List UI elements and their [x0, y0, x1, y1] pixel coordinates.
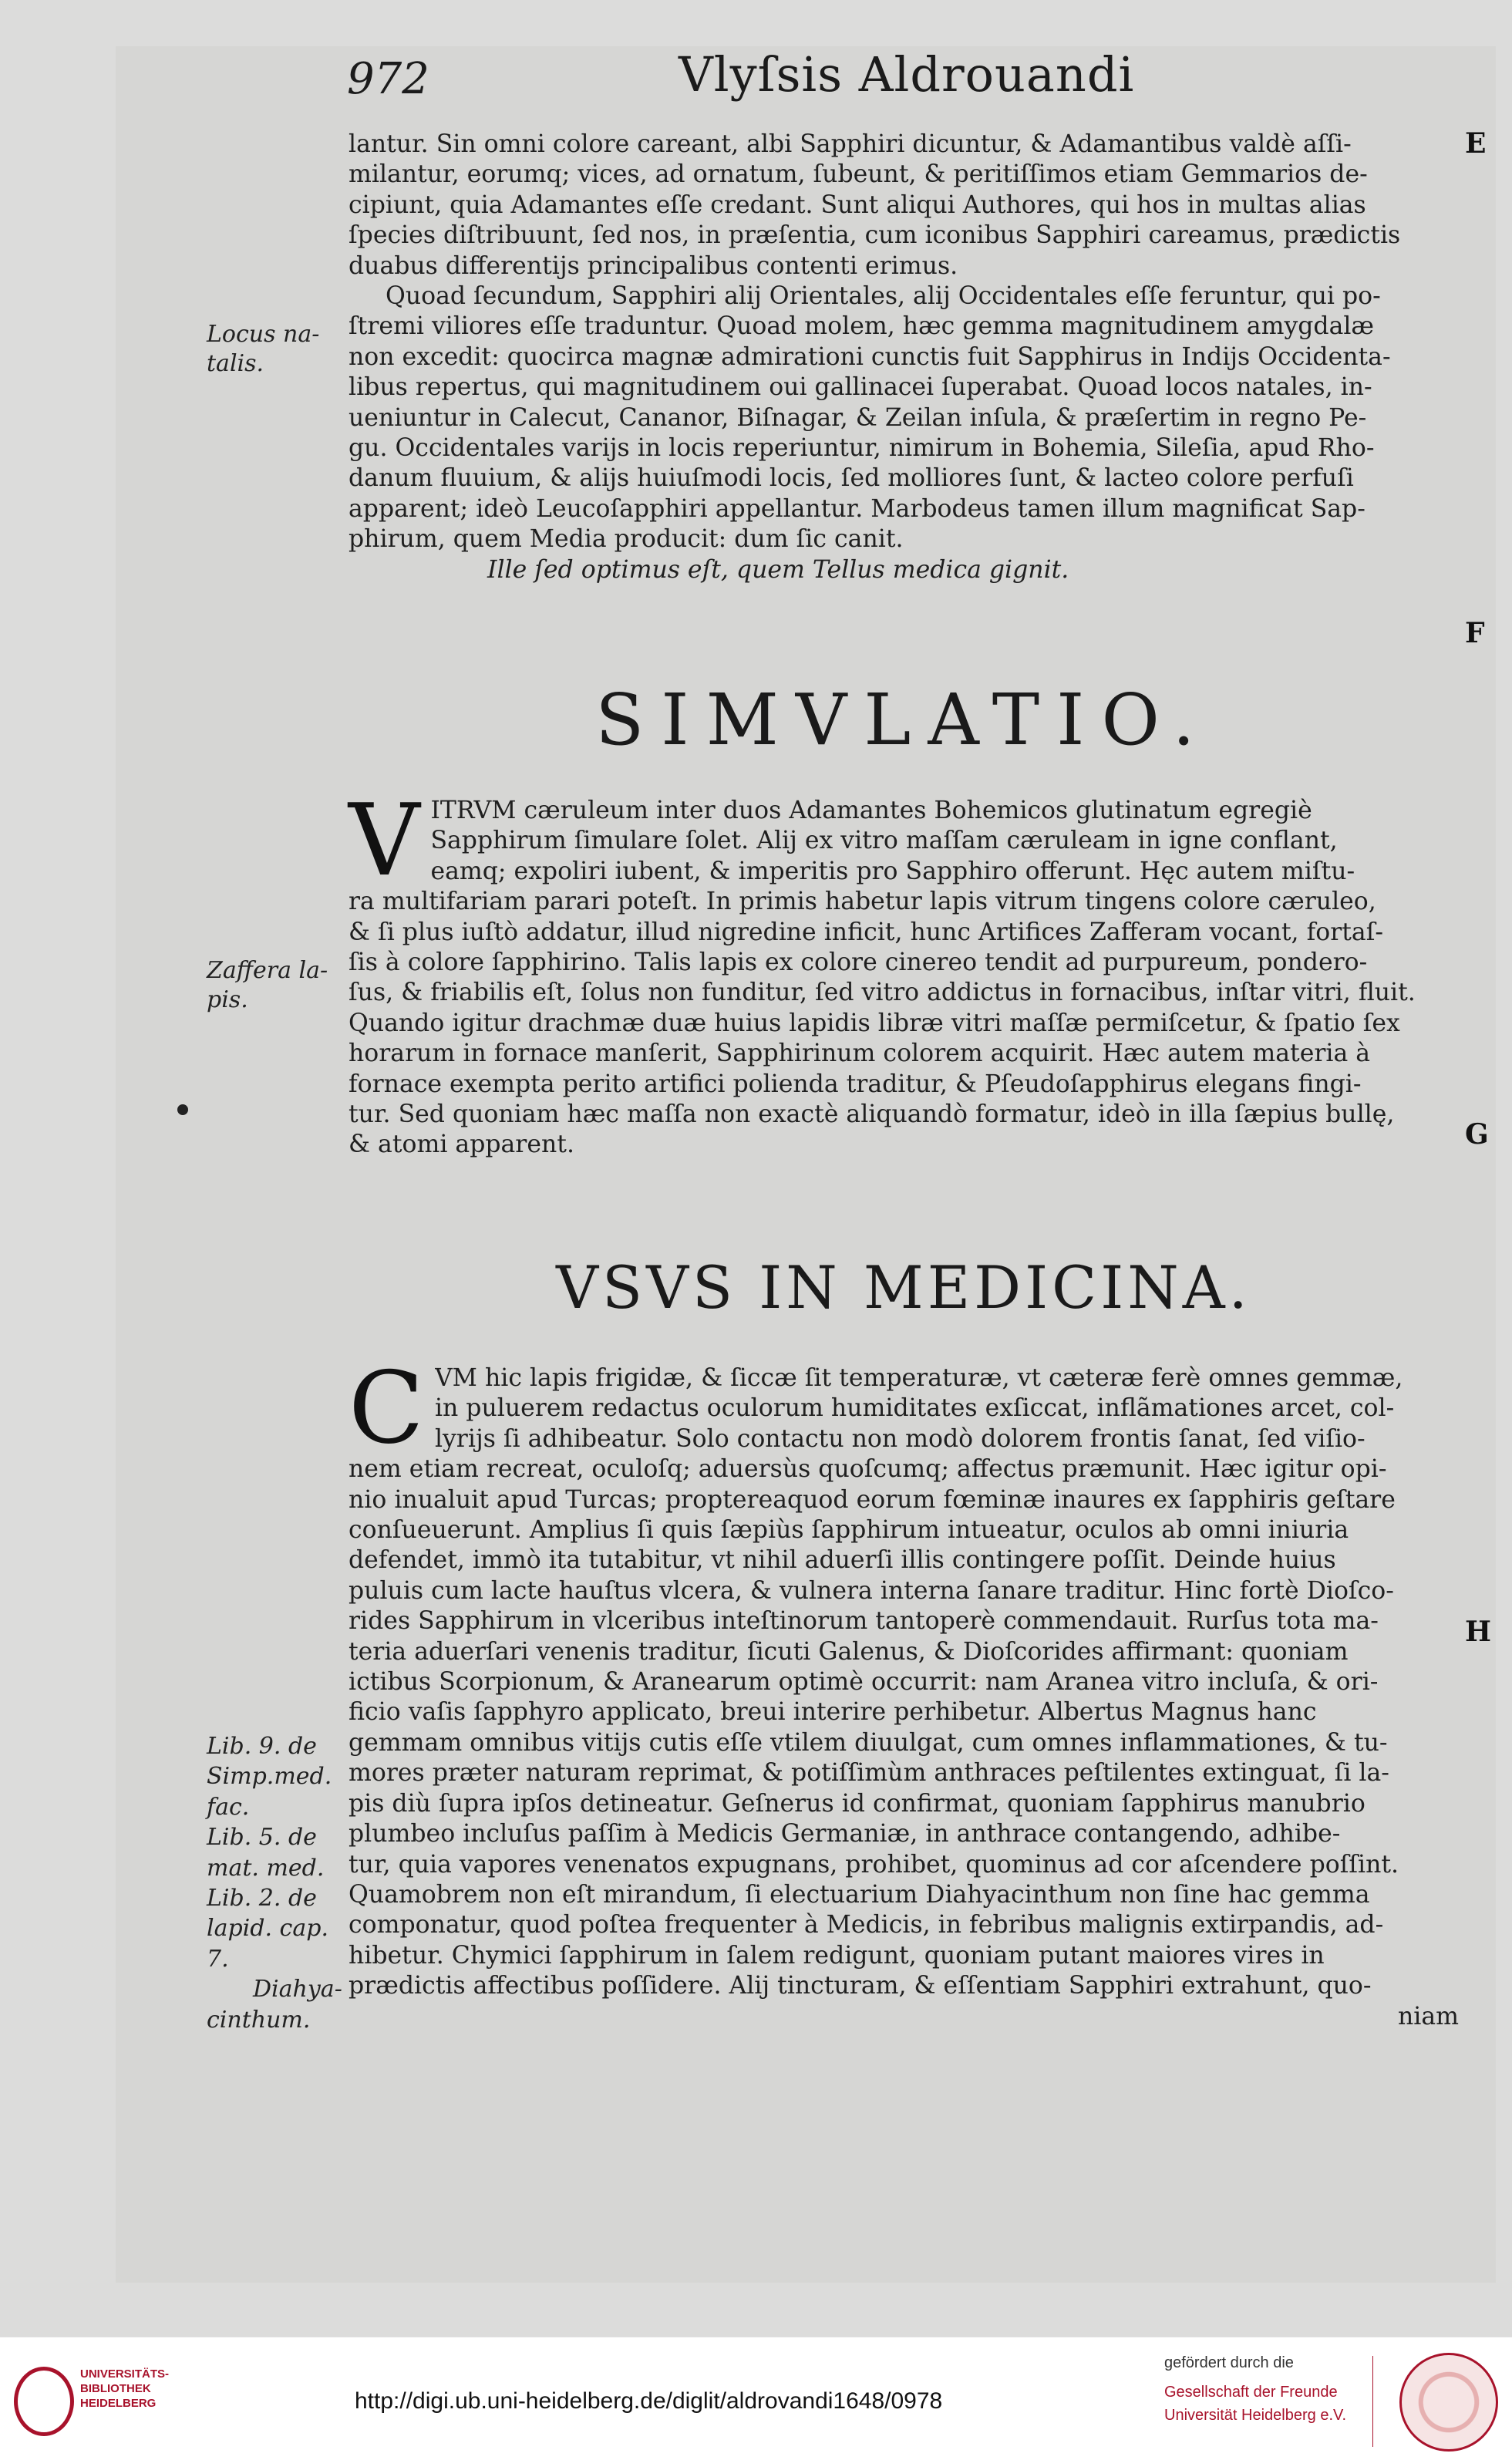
margin-ref: Diahya- [253, 1976, 342, 2003]
gathering-letter-h: H [1465, 1616, 1492, 1648]
text-line: horarum in fornace manſerit, Sapphirinum colorem acquirit. Hæc autem materia à [349, 1040, 1371, 1068]
text-line: phirum, quem Media producit: dum ſic canit. [349, 525, 904, 554]
drop-cap: V [349, 783, 420, 898]
text-line: ficio vaſis ſapphyro applicato, breui interire perhibetur. Albertus Magnus hanc [349, 1698, 1317, 1727]
text-line: nio inualuit apud Turcas; proptereaquod eorum fœminæ inaures ex ſapphiris geſtare [349, 1485, 1396, 1514]
gathering-letter-g: G [1465, 1118, 1489, 1151]
margin-ref: cinthum. [207, 2006, 311, 2034]
page-header [347, 46, 1195, 131]
text-line: prædictis affectibus poſſidere. Alij tincturam, & eſſentiam Sapphiri extrahunt, quo- [349, 1972, 1372, 2000]
margin-ref: Lib. 5. de [207, 1824, 317, 1852]
viewer-footer [0, 2337, 1512, 2460]
text-line: tur. Sed quoniam hæc maſſa non exactè aliquandò formatur, ideò in illa ſæpius bullę, [349, 1100, 1395, 1129]
text-line: VM hic lapis frigidæ, & ſiccæ ſit temperaturæ, vt cæteræ ferè omnes gemmæ, [434, 1364, 1403, 1392]
text-line: gu. Occidentales varijs in locis reperiuntur, nimirum in Bohemia, Sileſia, apud Rho- [349, 434, 1375, 463]
simulatio-text [349, 783, 1459, 1161]
text-line: & ſi plus iuſtò addatur, illud nigredine inficit, hunc Artifices Zafferam vocant, fortaſ- [349, 918, 1383, 946]
text-line: pis diù ſupra ipſos detineatur. Geſnerus id confirmat, quoniam ſapphirus manubrio [349, 1789, 1366, 1818]
text-line: mores præter naturam reprimat, & potiſſimùm anthraces peſtilentes extinguat, ſi la- [349, 1759, 1389, 1788]
text-line: nem etiam recreat, oculoſq; aduersùs quoſcumq; affectus præmunit. Hæc igitur opi- [349, 1455, 1387, 1484]
text-line: tur, quia vapores venenatos expugnans, prohibet, quominus ad cor aſcendere poſſint. [349, 1850, 1399, 1879]
text-line: milantur, eorumq; vices, ad ornatum, ſubeunt, & peritiſſimos etiam Gemmarios de- [349, 160, 1368, 189]
footer-divider [1372, 2356, 1373, 2447]
running-head: Vlyſsis Aldrouandi [679, 46, 1135, 103]
text-line: ra multifariam parari poteſt. In primis habetur lapis vitrum tingens colore cæruleo, [349, 888, 1376, 916]
text-line: defendet, immò ita tutabitur, vt nihil aduerſi illis contingere poſſit. Deinde huius [349, 1546, 1336, 1575]
text-line: lantur. Sin omni colore careant, albi Sapphiri dicuntur, & Adamantibus valdè aſſi- [349, 130, 1352, 158]
margin-ref: Lib. 2. de [207, 1885, 317, 1912]
text-line: cipiunt, quia Adamantes eſſe credant. Sunt aliqui Authores, qui hos in multas alias [349, 190, 1366, 219]
text-line: fornace exempta perito artifici polienda traditur, & Pſeudoſapphirus elegans fingi- [349, 1070, 1362, 1098]
text-line: libus repertus, qui magnitudinem oui gallinacei ſuperabat. Quoad locos natales, in- [349, 373, 1372, 402]
text-line: gemmam omnibus vitijs cutis eſſe vtilem diuulgat, cum omnes inflammationes, & tu- [349, 1728, 1388, 1757]
text-line: lyrijs ſi adhibeatur. Solo contactu non modò dolorem frontis ſanat, ſed viſio- [434, 1424, 1366, 1453]
text-line: apparent; ideò Leucoſapphiri appellantur. Marbodeus tamen illum magnificat Sap- [349, 494, 1366, 523]
library-logo[interactable] [6, 2356, 184, 2441]
text-line: ſus, & friabilis eſt, ſolus non funditur, ſed vitro addictus in fornacibus, inſtar vitri, fluit. [349, 979, 1416, 1007]
text-line: ueniuntur in Calecut, Cananor, Biſnagar, & Zeilan inſula, & præſertim in regno Pe- [349, 403, 1367, 432]
gathering-letter-f: F [1465, 617, 1485, 649]
drop-cap: C [349, 1351, 424, 1466]
text-line: componatur, quod poſtea frequenter à Medicis, in febribus malignis extirpandis, ad- [349, 1911, 1384, 1939]
margin-note-refs [207, 1731, 345, 2035]
text-line: ictibus Scorpionum, & Aranearum optimè occurrit: nam Aranea vitro incluſa, & ori- [349, 1668, 1379, 1697]
text-line: ſtremi viliores eſſe traduntur. Quoad molem, hæc gemma magnitudinem amygdalæ [349, 312, 1375, 341]
margin-ref: lapid. cap. [207, 1915, 328, 1943]
text-line: danum fluuium, & alijs huiuſmodi locis, ſed molliores ſunt, & lacteo colore perfuſi [349, 464, 1354, 493]
text-line: Quoad ſecundum, Sapphiri alij Orientales, alij Occidentales eſſe feruntur, qui po- [386, 282, 1381, 311]
text-line: Sapphirum ſimulare ſolet. Alij ex vitro maſſam cæruleam in igne conflant, [430, 827, 1338, 855]
section-heading-simulatio: SIMVLATIO. [595, 679, 1212, 761]
text-line: duabus differentijs principalibus contenti erimus. [349, 251, 958, 280]
text-line: teria aduerſari venenis traditur, ſicuti Galenus, & Dioſcorides affirmant: quoniam [349, 1637, 1349, 1666]
margin-note-locus: Locus na-talis. [207, 321, 320, 377]
university-seal-icon [1399, 2353, 1498, 2452]
library-name: UNIVERSITÄTS- BIBLIOTHEK HEIDELBERG [80, 2367, 170, 2410]
text-line: ſis à colore ſapphirino. Talis lapis ex colore cinereo tendit ad purpureum, pondero- [349, 949, 1368, 977]
text-line: & atomi apparent. [349, 1131, 574, 1159]
section-heading-usus: VSVS IN MEDICINA. [556, 1253, 1251, 1322]
text-line: puluis cum lacte hauſtus vlcera, & vulnera interna ſanare traditur. Hinc fortè Dioſco- [349, 1576, 1394, 1605]
margin-ref: Lib. 9. de [207, 1733, 317, 1760]
margin-ref: Simp.med. [207, 1763, 332, 1791]
margin-ref: fac. [207, 1793, 250, 1821]
gathering-letter-e: E [1465, 127, 1487, 160]
sponsor-name-line: Gesellschaft der Freunde [1164, 2384, 1338, 2401]
sponsor-prefix: gefördert durch die [1164, 2354, 1294, 2371]
permalink-url[interactable]: http://digi.ub.uni-heidelberg.de/diglit/aldrovandi1648/0978 [355, 2388, 943, 2414]
text-line: ſpecies diſtribuunt, ſed nos, in præſentia, cum iconibus Sapphiri careamus, prædictis [349, 221, 1401, 250]
usus-text [349, 1351, 1459, 2032]
text-line: conſueuerunt. Amplius ſi quis ſæpiùs ſapphirum intueatur, oculos ab omni iniuria [349, 1516, 1349, 1545]
sponsor-name-line: Universität Heidelberg e.V. [1164, 2407, 1347, 2424]
catchword: niam [1397, 2002, 1459, 2030]
verse-line: Ille ſed optimus eſt, quem Tellus medica gignit. [487, 555, 1069, 584]
library-seal-icon [14, 2367, 74, 2436]
text-line: ITRVM cæruleum inter duos Adamantes Bohemicos glutinatum egregiè [430, 797, 1312, 824]
text-line: Quando igitur drachmæ duæ huius lapidis libræ vitri maſſæ permiſcetur, & ſpatio ſex [349, 1009, 1400, 1037]
margin-note-zaffera: Zaffera la-pis. [207, 957, 328, 1013]
text-line: in puluerem redactus oculorum humiditates exſiccat, inflãmationes arcet, col- [434, 1394, 1395, 1423]
margin-dot [177, 1104, 188, 1115]
text-line: Quamobrem non eſt mirandum, ſi electuarium Diahyacinthum non ſine hac gemma [349, 1880, 1370, 1909]
text-line: rides Sapphirum in vlceribus inteſtinorum tantoperè commendauit. Rurſus tota ma- [349, 1607, 1379, 1636]
sponsor-block[interactable] [1164, 2351, 1346, 2427]
margin-ref: 7. [207, 1945, 229, 1973]
margin-ref: mat. med. [207, 1854, 325, 1882]
intro-text [349, 130, 1459, 585]
page-number: 972 [347, 54, 429, 104]
text-line: eamq; expoliri iubent, & imperitis pro Sapphiro offerunt. Hęc autem miſtu- [430, 857, 1355, 885]
text-line: plumbeo incluſus paſſim à Medicis Germaniæ, in anthrace contangendo, adhibe- [349, 1820, 1341, 1848]
text-line: hibetur. Chymici ſapphirum in ſalem redigunt, quoniam putant maiores vires in [349, 1941, 1325, 1970]
text-line: non excedit: quocirca magnæ admirationi cunctis fuit Sapphirus in Indijs Occidenta- [349, 342, 1391, 371]
